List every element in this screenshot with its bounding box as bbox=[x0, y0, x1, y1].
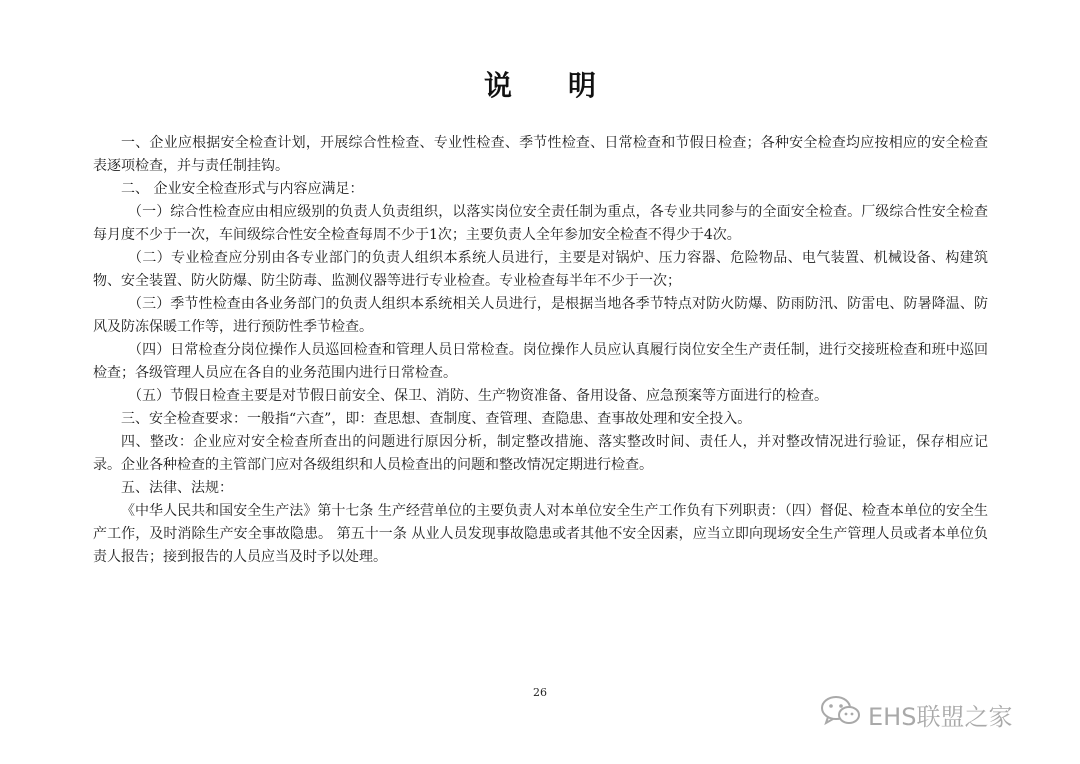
page-title: 说明 bbox=[483, 69, 652, 102]
paragraph-6: （四）日常检查分岗位操作人员巡回检查和管理人员日常检查。岗位操作人员应认真履行岗位安全生产责任制，进行交接班检查和班中巡回检查；各级管理人员应在各自的业务范围内进行日常检查。 bbox=[93, 342, 988, 381]
paragraph-2: 二、 企业安全检查形式与内容应满足： bbox=[121, 181, 364, 197]
paragraph-5: （三）季节性检查由各业务部门的负责人组织本系统相关人员进行，是根据当地各季节特点对防火防爆、防雨防汛、防雷电、防暑降温、防风及防冻保暖工作等，进行预防性季节检查。 bbox=[93, 296, 988, 335]
paragraph-7: （五）节假日检查主要是对节假日前安全、保卫、消防、生产物资准备、备用设备、应急预案等方面进行的检查。 bbox=[128, 388, 828, 404]
paragraph-8: 三、安全检查要求：一般指“六查”，即：查思想、查制度、查管理、查隐患、查事故处理和安全投入。 bbox=[121, 411, 752, 427]
paragraph-10: 五、法律、法规： bbox=[121, 480, 233, 496]
paragraph-1: 一、企业应根据安全检查计划，开展综合性检查、专业性检查、季节性检查、日常检查和节假日检查；各种安全检查均应按相应的安全检查表逐项检查，并与责任制挂钩。 bbox=[93, 135, 988, 174]
page-number: 26 bbox=[533, 686, 547, 699]
paragraph-9: 四、整改：企业应对安全检查所查出的问题进行原因分析，制定整改措施、落实整改时间、责任人，并对整改情况进行验证，保存相应记录。企业各种检查的主管部门应对各级组织和人员检查出的问题和整改情况定期进行检查。 bbox=[93, 434, 988, 473]
watermark-text: EHS联盟之家 bbox=[868, 702, 1013, 731]
watermark bbox=[820, 694, 1012, 734]
wechat-icon bbox=[820, 694, 862, 734]
paragraph-11: 《中华人民共和国安全生产法》第十七条 生产经营单位的主要负责人对本单位安全生产工作负有下列职责：（四）督促、检查本单位的安全生产工作，及时消除生产安全事故隐患。 第五十一条 从业人员发现事故隐患或者其他不安全因素，应当立即向现场安全生产管理人员或者本单位负责人报告；接到报告的人员应当及时予以处理。 bbox=[93, 503, 988, 565]
paragraph-4: （二）专业检查应分别由各专业部门的负责人组织本系统人员进行，主要是对锅炉、压力容器、危险物品、电气装置、机械设备、构建筑物、安全装置、防火防爆、防尘防毒、监测仪器等进行专业检查。专业检查每半年不少于一次； bbox=[93, 250, 988, 289]
document-body bbox=[93, 132, 988, 569]
paragraph-3: （一）综合性检查应由相应级别的负责人负责组织，以落实岗位安全责任制为重点，各专业共同参与的全面安全检查。厂级综合性安全检查每月度不少于一次，车间级综合性安全检查每周不少于1次；主要负责人全年参加安全检查不得少于4次。 bbox=[93, 204, 988, 243]
